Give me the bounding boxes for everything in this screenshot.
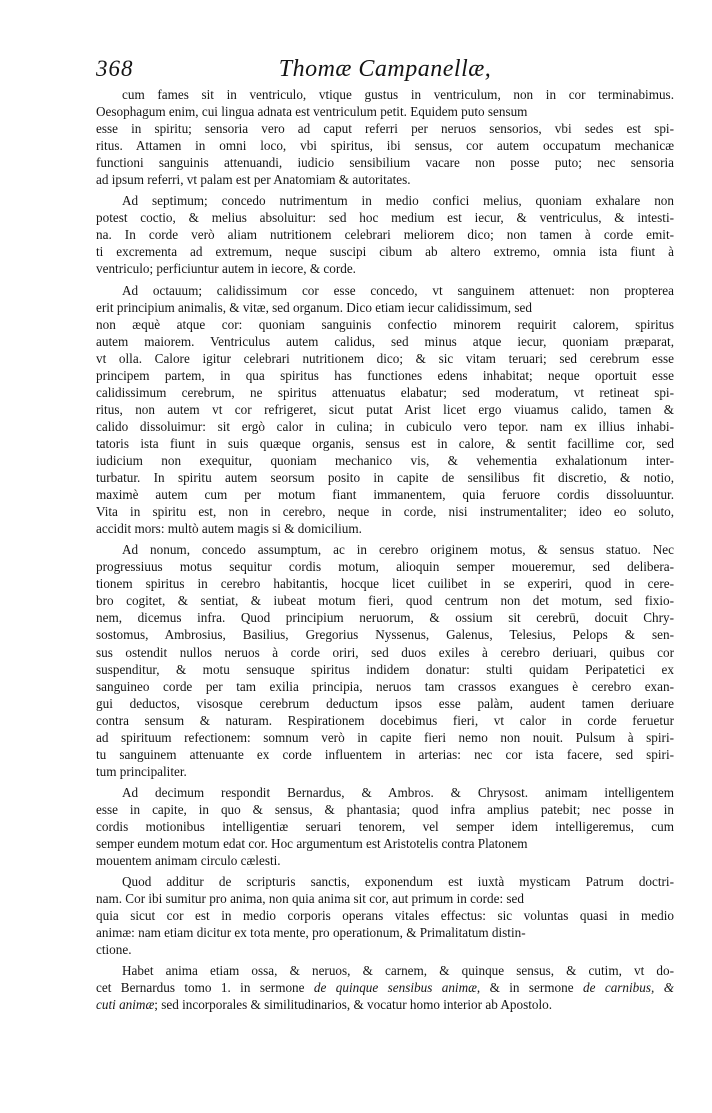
text-line [96,835,674,852]
text-run: principem partem, in qua spiritus has functiones edens inhabitat; neque oportuit esse [96,367,674,383]
text-line [96,520,674,537]
text-run: potest coctio, & melius absoluitur: sed hoc medium est iecur, & ventriculus, & intesti- [96,210,674,226]
text-run: calidissimum cerebrum, ne spiritus attenuatus elabatur; sed moderatum, vt retineat spi- [96,384,674,400]
text-run: ctione. [96,942,132,958]
italic-title: de carnibus, & [583,980,674,996]
text-run: suspenditur, & motu sensuque spiritus indidem donatur: stulti quidam Peripatetici ex [96,661,674,677]
text-run: quia sicut cor est in medio corporis operans vitales effectus: sic voluntas quasi in medio [96,908,674,924]
text-run: cum fames sit in ventriculo, vtique gustus in ventriculum, non in cor terminabimus. [122,87,674,102]
text-line [96,712,674,729]
text-line [96,350,674,367]
text-line [96,818,674,835]
text-line [96,592,674,609]
text-run: sanguineo corde per tam exilia principia, neruos tam crassos exangues è cerebro exan- [96,678,674,694]
text-line [96,763,674,780]
paragraph [96,86,674,188]
text-run: bro cogitet, & sentiat, & iubeat motum fieri, quod centrum non det motum, sed fixio- [96,593,674,609]
text-line [96,575,674,592]
text-line [96,962,674,979]
text-run: maximè autem cum per motum fiant immanentem, quia feruore cordis dissoluuntur. [96,487,674,503]
text-run: Ad septimum; concedo nutrimentum in medio confici melius, quoniam exhalare non [122,193,674,209]
text-run: turbatur. In spiritu autem seorsum posito in capite de sensilibus fit discretio, & notio, [96,470,674,486]
text-run: progressiuus motus sequitur cordis motum, alioquin semper moueremur, sed delibera- [96,559,674,575]
text-line [96,979,674,996]
text-run: cordis motionibus intelligentiæ seruari tenorem, vel semper idem intelligeremus, cum [96,818,674,834]
text-line [96,384,674,401]
text-run: Oesophagum enim, cui lingua adnata est ventriculum petit. Equidem puto sensum [96,104,528,120]
text-run: contra sensum & naturam. Respirationem docebimus fieri, vt calor in corde feruetur [96,712,674,728]
text-line [96,644,674,661]
text-line [96,907,674,924]
paragraph [96,192,674,277]
text-run: ti excrementa ad extremum, neque suscipi cibum ab altero extremo, omnia ista fiunt à [96,244,674,260]
text-line [96,941,674,958]
text-line [96,299,674,316]
text-line [96,890,674,907]
text-run: gui deductos, visosque cerebrum deductum ipsos esse palàm, audent tamen deriuare [96,695,674,711]
text-line [96,729,674,746]
text-line [96,171,674,188]
text-line [96,418,674,435]
text-line [96,661,674,678]
text-run: ad ipsum referri, vt palam est per Anatomiam & autoritates. [96,172,411,188]
text-line [96,103,674,120]
text-run: tatoris ista fiunt in suis quæque organis, sensus est in calore, & sentit facillime cor, sed [96,435,674,451]
text-run: Vita in spiritu est, non in cerebro, neque in corde, nisi instrumentaliter; ideo eo soluto, [96,504,674,520]
text-run: ad spirituum refectionem: somnum verò in capite fieri nemo non nouit. Pulsum à spiri- [96,729,674,745]
text-run: na. In corde verò aliam nutritionem celebrari meliorem dico; non tamen à corde emit- [96,227,674,243]
text-line [96,209,674,226]
text-line [96,746,674,763]
text-run: tu sanguinem attenuante ex corde influentem in arterias: nec cor ista facere, sed spiri- [96,746,674,762]
paragraph [96,873,674,958]
text-line [96,86,674,103]
text-run: Ad octauum; calidissimum cor esse concedo, vt sanguinem attenuet: non propterea [122,282,674,298]
text-run: functioni sanguinis attenuandi, iudicio sensibilium vacare non posse puto; nec sensoria [96,155,674,171]
text-line [96,226,674,243]
text-line [96,333,674,350]
text-line [96,243,674,260]
text-run: nam. Cor ibi sumitur pro anima, non quia anima sit cor, aut primum in corde: sed [96,891,524,907]
italic-title: de quinque sensibus animæ [313,980,477,996]
text-run: calido dissoluimur: sit ergò calor in culina; in cubiculo vero tepor. nam ex illius inhabi- [96,418,674,434]
text-run: Quod additur de scripturis sanctis, exponendum est iuxtà mysticam Patrum doctri- [122,874,674,890]
text-line [96,541,674,558]
text-run: animæ: nam etiam dicitur ex tota mente, pro operationum, & Primalitatum distin- [96,925,526,941]
text-line [96,609,674,626]
text-line [96,316,674,333]
text-run: Ad decimum respondit Bernardus, & Ambros. & Chrysost. animam intelligentem [122,784,674,800]
text-run: ritus, non autem vt cor refrigeret, sicut putat Arist licet ergo viuamus calido, tamen & [96,401,674,417]
text-run: cet Bernardus tomo 1. in sermone [96,980,314,996]
paragraph [96,962,674,1013]
text-run: nem, dicemus infra. Quod principium neruorum, & ossium sit cerebrū, docuit Chry- [96,610,674,626]
text-run: erit principium animalis, & vitæ, sed organum. Dico etiam iecur calidissimum, sed [96,299,532,315]
text-line [96,695,674,712]
text-line [96,626,674,643]
paragraph [96,784,674,869]
text-run: non æquè atque cor: quoniam sanguinis confectio minorem requirit calorem, spiritus [96,316,674,332]
text-line [96,678,674,695]
text-line [96,873,674,890]
text-line [96,401,674,418]
text-line [96,996,674,1013]
paragraph [96,282,674,538]
text-line [96,282,674,299]
text-line [96,452,674,469]
body-text [96,86,674,1017]
text-line [96,801,674,818]
text-run: tionem spiritus in cerebro habitantis, hocque licet cuilibet in se experiri, quod in cere- [96,576,674,592]
text-line [96,784,674,801]
text-run: vt olla. Calore igitur celebrari nutritionem dico; & sic vitam teruari; sed cerebrum esse [96,350,674,366]
page-number: 368 [96,56,134,81]
text-line [96,469,674,486]
text-run: autem maiorem. Ventriculus autem calidus, sed minus atque iecur, quoniam præparat, [96,333,674,349]
text-run: ritus. Attamen in omni loco, vbi spiritus, ibi sensus, cor autem occupatum mechanicæ [96,138,674,154]
text-run: accidit mors: multò autem magis si & domicilium. [96,521,362,537]
text-run: esse in capite, in quo & sensus, & phantasia; quod infra amplius patebit; nec posse in [96,801,674,817]
text-run: esse in spiritu; sensoria vero ad caput referri per neruos sensorios, vbi sedes est spi- [96,121,674,137]
text-line [96,558,674,575]
text-line [96,120,674,137]
text-line [96,154,674,171]
text-line [96,435,674,452]
text-line [96,367,674,384]
text-line [96,924,674,941]
text-run: sostomus, Ambrosius, Basilius, Gregorius Nyssenus, Galenus, Telesius, Pelops & sen- [96,627,674,643]
italic-title: cuti animæ [96,997,155,1013]
text-line [96,503,674,520]
text-line [96,260,674,277]
running-title: Thomæ Campanellæ, [278,56,492,82]
text-run: , & in sermone [476,980,583,996]
text-run: sus ostendit nullos neruos à corde oriri, sed duos exiles à cerebro deriuari, quibus cor [96,644,674,660]
text-line [96,486,674,503]
text-run: semper eundem motum edat cor. Hoc argumentum est Aristotelis contra Platonem [96,836,528,852]
text-run: Habet anima etiam ossa, & neruos, & carnem, & quinque sensus, & cutim, vt do- [122,963,674,979]
page-header [96,56,674,86]
text-run: iudicium non exequitur, quoniam mechanico vis, & vehementia exhalationum inter- [96,452,674,468]
text-run: mouentem animam circulo cælesti. [96,853,281,869]
text-line [96,192,674,209]
text-run: ventriculo; perficiuntur autem in iecore, & corde. [96,261,356,277]
paragraph [96,541,674,780]
text-run: ; sed incorporales & similitudinarios, & vocatur homo interior ab Apostolo. [154,997,553,1013]
text-line [96,137,674,154]
text-run: Ad nonum, concedo assumptum, ac in cerebro originem motus, & sensus statuo. Nec [122,542,674,558]
text-run: tum principaliter. [96,763,187,779]
text-line [96,852,674,869]
